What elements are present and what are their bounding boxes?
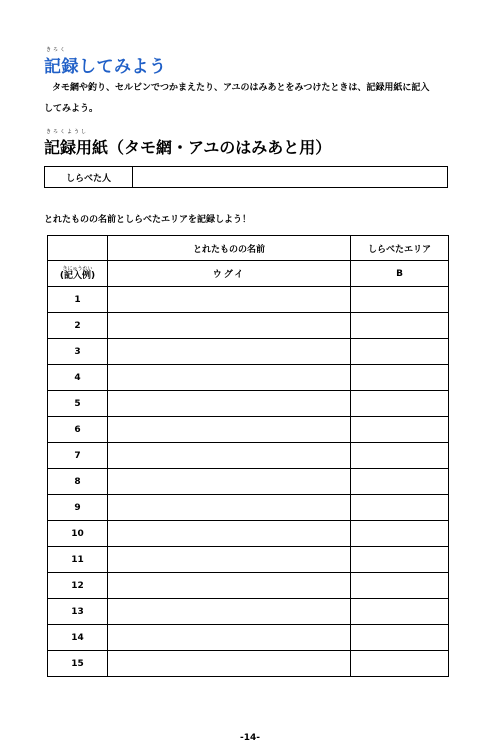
table-row bbox=[48, 573, 449, 599]
name-cell[interactable] bbox=[108, 651, 351, 677]
name-cell[interactable] bbox=[108, 547, 351, 573]
row-number: 2 bbox=[48, 313, 108, 339]
area-cell[interactable] bbox=[351, 469, 449, 495]
area-cell[interactable] bbox=[351, 651, 449, 677]
row-number: 5 bbox=[48, 391, 108, 417]
row-number: 9 bbox=[48, 495, 108, 521]
row-number: 14 bbox=[48, 625, 108, 651]
table-row bbox=[48, 443, 449, 469]
example-name: ウグイ bbox=[108, 261, 351, 287]
area-cell[interactable] bbox=[351, 313, 449, 339]
table-row bbox=[48, 469, 449, 495]
area-cell[interactable] bbox=[351, 599, 449, 625]
table-row bbox=[48, 599, 449, 625]
example-label: (記入例) bbox=[59, 271, 96, 281]
name-cell[interactable] bbox=[108, 521, 351, 547]
intro-line-2: してみよう。 bbox=[44, 104, 99, 114]
name-cell[interactable] bbox=[108, 625, 351, 651]
name-cell[interactable] bbox=[108, 495, 351, 521]
name-cell[interactable] bbox=[108, 339, 351, 365]
area-cell[interactable] bbox=[351, 521, 449, 547]
instruction-text: とれたものの名前としらべたエリアを記録しよう！ bbox=[44, 215, 252, 225]
area-cell[interactable] bbox=[351, 625, 449, 651]
area-cell[interactable] bbox=[351, 287, 449, 313]
table-row bbox=[48, 339, 449, 365]
table-row bbox=[48, 651, 449, 677]
area-cell[interactable] bbox=[351, 573, 449, 599]
form-heading: 記録用紙（タモ網・アユのはみあと用） bbox=[44, 138, 332, 157]
table-row bbox=[48, 417, 449, 443]
header-number bbox=[48, 236, 108, 261]
surveyor-label: しらべた人 bbox=[45, 167, 133, 187]
area-cell[interactable] bbox=[351, 365, 449, 391]
name-cell[interactable] bbox=[108, 287, 351, 313]
name-cell[interactable] bbox=[108, 599, 351, 625]
row-number: 13 bbox=[48, 599, 108, 625]
name-cell[interactable] bbox=[108, 573, 351, 599]
table-row bbox=[48, 391, 449, 417]
surveyor-box bbox=[44, 166, 448, 188]
page-number: -14- bbox=[240, 733, 260, 743]
row-number: 11 bbox=[48, 547, 108, 573]
table-row bbox=[48, 547, 449, 573]
heading-ruby: きろく bbox=[46, 47, 68, 53]
header-name: とれたものの名前 bbox=[108, 236, 351, 261]
form-heading-ruby: きろくようし bbox=[46, 129, 89, 135]
table-row bbox=[48, 521, 449, 547]
area-cell[interactable] bbox=[351, 443, 449, 469]
row-number: 1 bbox=[48, 287, 108, 313]
area-cell[interactable] bbox=[351, 547, 449, 573]
area-cell[interactable] bbox=[351, 495, 449, 521]
table-row bbox=[48, 287, 449, 313]
row-number: 15 bbox=[48, 651, 108, 677]
name-cell[interactable] bbox=[108, 469, 351, 495]
table-row bbox=[48, 365, 449, 391]
example-row bbox=[48, 261, 449, 287]
area-cell[interactable] bbox=[351, 417, 449, 443]
area-cell[interactable] bbox=[351, 391, 449, 417]
name-cell[interactable] bbox=[108, 417, 351, 443]
table-row bbox=[48, 495, 449, 521]
intro-line-1: タモ網や釣り、セルビンでつかまえたり、アユのはみあとをみつけたときは、記録用紙に記入 bbox=[52, 83, 430, 93]
table-header-row bbox=[48, 236, 449, 261]
row-number: 10 bbox=[48, 521, 108, 547]
name-cell[interactable] bbox=[108, 365, 351, 391]
example-label-cell bbox=[48, 261, 108, 287]
row-number: 3 bbox=[48, 339, 108, 365]
row-number: 6 bbox=[48, 417, 108, 443]
row-number: 7 bbox=[48, 443, 108, 469]
example-ruby: きにゅうれい bbox=[62, 266, 93, 272]
table-row bbox=[48, 313, 449, 339]
name-cell[interactable] bbox=[108, 443, 351, 469]
table-row bbox=[48, 625, 449, 651]
header-area: しらべたエリア bbox=[351, 236, 449, 261]
page-heading: 記録してみよう bbox=[44, 57, 167, 77]
record-table bbox=[47, 235, 449, 677]
surveyor-input[interactable] bbox=[133, 167, 447, 187]
name-cell[interactable] bbox=[108, 313, 351, 339]
row-number: 12 bbox=[48, 573, 108, 599]
name-cell[interactable] bbox=[108, 391, 351, 417]
example-area: B bbox=[351, 261, 449, 287]
row-number: 8 bbox=[48, 469, 108, 495]
row-number: 4 bbox=[48, 365, 108, 391]
area-cell[interactable] bbox=[351, 339, 449, 365]
